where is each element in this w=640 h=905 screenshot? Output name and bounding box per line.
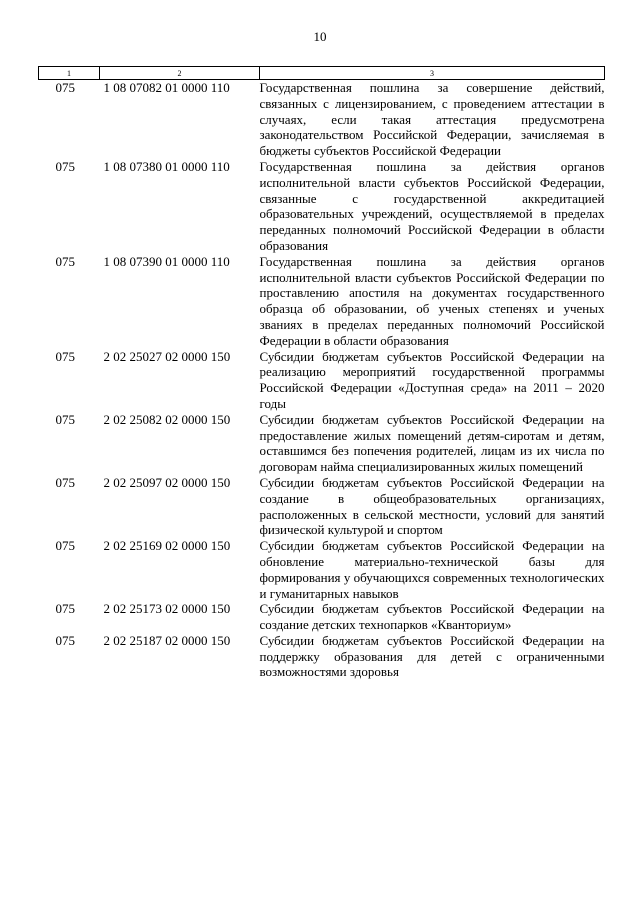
page-number: 10	[313, 29, 327, 44]
revenue-description-cell: Субсидии бюджетам субъектов Российской Федерации на предоставление жилых помещений детям-сиротам и детям, оставшимся без попечения родителей, лицам из их числа по договорам найма специализированных жилых помещений	[259, 411, 605, 475]
revenue-description-cell: Субсидии бюджетам субъектов Российской Федерации на обновление материально-технической базы для формирования у обучающихся современных технологических и гуманитарных навыков	[259, 538, 605, 601]
revenue-description-cell: Субсидии бюджетам субъектов Российской Федерации на поддержку образования для детей с ограниченными возможностями здоровья	[259, 632, 605, 680]
classification-code-cell: 1 08 07082 01 0000 110	[103, 80, 230, 95]
revenue-description-cell: Субсидии бюджетам субъектов Российской Федерации на реализацию мероприятий государственной программы Российской Федерации «Доступная среда» на 2011 – 2020 годы	[259, 348, 605, 411]
classification-code-cell: 1 08 07390 01 0000 110	[103, 253, 230, 269]
table-row	[39, 538, 605, 601]
admin-code-cell: 075	[55, 158, 75, 174]
revenue-description-cell: Субсидии бюджетам субъектов Российской Федерации на создание детских технопарков «Кванториум»	[259, 601, 605, 633]
revenue-description-cell: Государственная пошлина за совершение действий, связанных с лицензированием, с проведением аттестации в случаях, если такая аттестация предусмотрена законодательством Российской Федерации, зачисляемая в бюджеты субъектов Российской Федерации	[259, 80, 605, 159]
classification-code-cell: 2 02 25082 02 0000 150	[103, 411, 231, 427]
column-header-1: 1	[39, 67, 100, 80]
admin-code-cell: 075	[55, 253, 75, 269]
table-row	[39, 254, 605, 349]
table-body	[39, 80, 605, 681]
table-header-row	[39, 67, 605, 80]
admin-code-cell: 075	[55, 80, 75, 95]
budget-classification-table	[38, 66, 605, 680]
admin-code-cell: 075	[55, 348, 75, 364]
table-row	[39, 412, 605, 475]
admin-code-cell: 075	[55, 601, 75, 617]
table-row	[39, 601, 605, 633]
classification-code-cell: 2 02 25097 02 0000 150	[103, 474, 231, 490]
admin-code-cell: 075	[55, 632, 75, 648]
classification-code-cell: 1 08 07380 01 0000 110	[103, 158, 230, 174]
table-row	[39, 633, 605, 680]
column-header-3: 3	[260, 67, 605, 80]
table-row	[39, 80, 605, 159]
revenue-description-cell: Субсидии бюджетам субъектов Российской Федерации на создание в общеобразовательных организациях, расположенных в сельской местности, условий для занятий физической культурой и спортом	[259, 474, 605, 538]
classification-code-cell: 2 02 25027 02 0000 150	[103, 348, 231, 364]
table-row	[39, 349, 605, 412]
admin-code-cell: 075	[55, 538, 75, 554]
classification-code-cell: 2 02 25187 02 0000 150	[103, 632, 231, 648]
admin-code-cell: 075	[55, 411, 75, 427]
classification-code-cell: 2 02 25173 02 0000 150	[103, 601, 231, 617]
admin-code-cell: 075	[55, 474, 75, 490]
table-header	[39, 67, 605, 80]
table-row	[39, 475, 605, 538]
revenue-description-cell: Государственная пошлина за действия органов исполнительной власти субъектов Российской Федерации, связанные с государственной аккредитацией образовательных учреждений, осуществляемой в пределах переданных полномочий Российской Федерации в области образования	[259, 158, 605, 253]
classification-code-cell: 2 02 25169 02 0000 150	[103, 538, 231, 554]
column-header-2: 2	[100, 67, 260, 80]
revenue-description-cell: Государственная пошлина за действия органов исполнительной власти субъектов Российской Федерации по проставлению апостиля на документах государственного образца об образовании, об ученых степенях и ученых званиях в пределах переданных полномочий Российской Федерации в области образования	[259, 253, 605, 348]
table-row	[39, 159, 605, 254]
